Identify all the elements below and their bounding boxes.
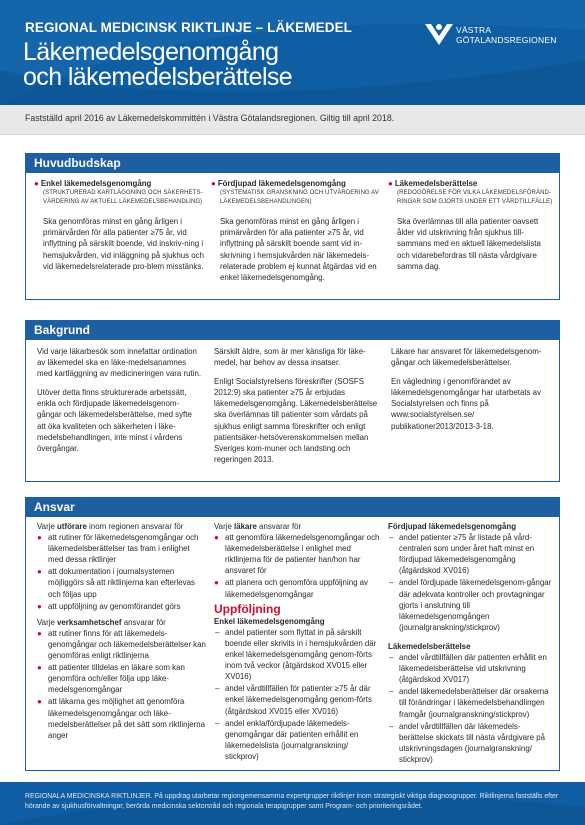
key-message-fordjupad	[211, 178, 381, 283]
key-message-body: Ska genomföras minst en gång årligen i primärvården för alla patienter ≥75 år, vid inflyttning på särskilt boende, vid inskriv-ning i hemsjukvården, vid inläggning på sjukhus och vid läkemedelsrelaterade pro-blem misstänks.	[43, 217, 204, 271]
key-message-body: Ska genomföras minst en gång årligen i primärvården för alla patienter ≥75 år, vid inflyttning på särskilt boende samt vid in-skrivning i hemsjukvården när läkemedels-relaterade problem ej kunnat åtgärdas vid en enkel läkemedelsgenomgång.	[220, 217, 377, 282]
list-item: ● att genomföra läkemedelsgenomgångar och läkemedelsberättelse i enlighet med riktlinjerna för de patienter han/hon har ansvaret för	[214, 533, 380, 576]
list-item: ● att uppföljning av genomförandet görs	[37, 601, 181, 611]
responsibility-intro: Varje utförare inom regionen ansvarar för	[37, 522, 184, 531]
responsibility-intro: Varje läkare ansvarar för	[214, 522, 302, 531]
background-column-1	[37, 346, 202, 462]
bullet-icon: ●	[388, 179, 393, 188]
list-item: – andel vårdtillfällen för patienter ≥75 år där enkel läkemedelsgenomgång genom-förts (åtgärdskod XV015 eller XV016)	[215, 684, 372, 716]
key-message-heading: ● Läkemedelsberättelse	[388, 179, 478, 188]
list-item: – andel enkla/fördjupade läkemedels-genomgångar där patienten erhållit en läkemedelslista (journalgranskning/ stickprov)	[215, 718, 359, 761]
list-item: ● att planera och genomföra uppföljning av läkemedelsgenomgångar	[214, 578, 369, 599]
dash-icon: –	[215, 627, 220, 637]
key-message-berattelse	[388, 178, 554, 272]
bullet-icon: ●	[37, 533, 42, 543]
key-message-sub: (STRUKTURERAD KARTLÄGGNING OCH SÄKERHETS-VÄRDERING AV AKTUELL LÄKEMEDELSBEHANDLING)	[43, 190, 203, 205]
bullet-icon: ●	[37, 601, 42, 611]
bullet-icon: ●	[37, 697, 42, 707]
section-bakgrund	[25, 320, 560, 482]
paragraph: Enligt Socialstyrelsens föreskrifter (SOSFS 2012:9) ska patienter ≥75 år erbjudas läkemedelsgenomgång. Läkemedelsberättelse ska överlämnas till patienter som vårdats på sjukhus enligt samma föreskrifter och enligt patientsäker-hetsöverenskommelsen mellan Sveriges kom-muner och landsting och regeringen 2013.	[214, 377, 378, 464]
list-item: ● att dokumentation i journalsystemen möjliggörs så att riktlinjerna kan efterlevas och följas upp	[37, 567, 195, 599]
bullet-icon: ●	[37, 628, 42, 638]
section-huvudbudskap	[25, 153, 560, 300]
followup-list	[214, 627, 382, 762]
paragraph: Utöver detta finns strukturerade arbetssätt, enkla och fördjupade läkemedelsgenom-gångar och läkemedelsberättelse, med syfte att öka kvaliteten och säkerheten i läke-medelsbehandlingen, inte minst i vårdens övergångar.	[37, 388, 192, 453]
paragraph: Vid varje läkarbesök som innefattar ordination av läkemedel ska en läke-medelsanamnes med kartläggning av medicineringen vara rutin.	[37, 347, 202, 379]
dash-icon: –	[389, 687, 394, 697]
list-item: ● att patienter tilldelas en läkare som kan genomföra och/eller följa upp läke-medelsgenomgångar	[37, 663, 185, 695]
responsibility-list	[37, 628, 207, 741]
bullet-icon: ●	[211, 179, 216, 188]
list-item: – andel vårdtillfällen där patienten erhållit en läkemedelsberättelse vid utskrivning (åtgärdskod XV017)	[389, 653, 547, 685]
key-message-heading: ● Fördjupad läkemedelsgenomgång	[211, 179, 346, 188]
responsibility-column-3	[388, 521, 554, 766]
responsibility-intro: Varje verksamhetschef ansvarar för	[37, 617, 166, 627]
logo-text-line2: GÖTALANDSREGIONEN	[456, 35, 557, 45]
section-title: Ansvar	[26, 498, 559, 517]
key-message-heading: ● Enkel läkemedelsgenomgång	[34, 179, 152, 188]
vgr-logo	[424, 21, 574, 61]
background-column-3	[391, 346, 554, 440]
dash-icon: –	[389, 578, 394, 588]
key-message-enkel	[34, 178, 204, 272]
bullet-icon: ●	[34, 179, 39, 188]
validity-bar	[0, 105, 585, 135]
validity-text: Fastställd april 2016 av Läkemedelskommittén i Västra Götalandsregionen. Giltig till april 2018.	[25, 113, 395, 123]
bullet-icon: ●	[214, 578, 219, 588]
list-item: – andel vårdtillfällen där läkemedels-berättelse skickats till nästa vårdgivare på utskrivningsdagen (journalgranskning/ stickprov)	[389, 721, 546, 764]
vgr-logo-icon	[424, 21, 454, 47]
paragraph: En vägledning i genomförandet av läkemedelsgenomgångar har utarbetats av Socialstyrelsen och finns på www.socialstyrelsen.se/ publikationer2013/2013-3-18.	[391, 377, 542, 431]
header-banner	[0, 0, 585, 105]
list-item: – andel patienter som flyttat in på särskilt boende eller skrivits in i hemsjukvården där enkel läkemedelsgenomgång genom-förts inom två veckor (åtgärdskod XV015 eller XV016)	[215, 627, 377, 682]
dash-icon: –	[389, 653, 394, 663]
list-item: ● att läkarna ges möjlighet att genomföra läkemedelsgenomgångar och läke-medelsberättelser på det sätt som riktlinjerna anger	[37, 697, 206, 740]
followup-list	[388, 532, 554, 633]
section-ansvar	[25, 497, 560, 771]
followup-subheading: Fördjupad läkemedelsgenomgång	[388, 522, 517, 531]
list-item: – andel patienter ≥75 år listade på vård-centralen som under året haft minst en fördjupad läkemedelsgenomgång (åtgärdskod XV016)	[389, 533, 535, 576]
followup-subheading: Läkemedelsberättelse	[388, 641, 471, 651]
page-title-line2: och läkemedelsberättelse	[23, 63, 293, 91]
list-item: – andel fördjupade läkemedelsgenom-gångar där adekvata kontroller och provtagningar gjorts i anslutning till läkemedelsgenomgången (journalgranskning/stickprov)	[389, 578, 552, 632]
paragraph: Särskilt äldre, som är mer känsliga för läke-medel, har behov av dessa insatser.	[214, 347, 366, 368]
logo-text-line1: VÄSTRA	[456, 25, 492, 35]
list-item: ● att rutiner för läkemedelsgenomgångar och läkemedelsberättelser tas fram i enlighet med dessa riktlinjer	[37, 533, 199, 565]
paragraph: Läkare har ansvaret för läkemedelsgenom-gångar och läkemedelsberättelser.	[391, 347, 542, 368]
background-column-2	[214, 346, 379, 473]
bullet-icon: ●	[214, 533, 219, 543]
section-title: Huvudbudskap	[26, 154, 559, 173]
dash-icon: –	[389, 533, 394, 543]
key-message-sub: (SYSTEMATISK GRANSKNING OCH UTVÄRDERING AV LÄKEMEDELSBEHANDLINGEN)	[220, 190, 379, 205]
dash-icon: –	[215, 718, 220, 728]
responsibility-list	[37, 532, 207, 612]
page-title-line1: Läkemedelsgenomgång	[23, 38, 279, 66]
key-message-body: Ska överlämnas till alla patienter oavsett ålder vid utskrivning från sjukhus till-sammans med en aktuell läkemedelslista och vidarebefordras till nästa vårdgivare samma dag.	[397, 217, 541, 271]
followup-list	[388, 652, 554, 765]
responsibility-column-2	[214, 521, 382, 763]
list-item: ● att rutiner finns för att läkemedels-genomgångar och läkemedelsberättelser kan genomföras enligt riktlinjerna	[37, 628, 206, 661]
bullet-icon: ●	[37, 567, 42, 577]
responsibility-list	[214, 532, 382, 600]
responsibility-column-1	[37, 521, 207, 742]
section-title: Bakgrund	[26, 321, 559, 340]
footer-text: REGIONALA MEDICINSKA RIKTLINJER. På uppdrag utarbetar regiongemensamma expertgrupper riktlinjer inom strategiskt viktiga diagnosgrupper. Riktlinjerna fastställs efter hörande av sjukhusförvaltningar, berörda medicinska sektorsråd och regionala terapigrupper samt Program- och prioriteringsrådet.	[25, 793, 559, 810]
followup-heading: Uppföljning	[214, 601, 281, 616]
followup-subheading: Enkel läkemedelsgenomgång	[214, 616, 325, 626]
dash-icon: –	[215, 684, 220, 694]
footer-banner	[0, 782, 585, 825]
key-message-sub: (REDOGÖRELSE FÖR VILKA LÄKEMEDELSFÖRÄND-RINGAR SOM GJORTS UNDER ETT VÅRDTILLFÄLLE)	[397, 190, 553, 205]
dash-icon: –	[389, 721, 394, 731]
guideline-kicker: REGIONAL MEDICINSK RIKTLINJE – LÄKEMEDEL	[25, 20, 353, 35]
list-item: – andel läkemedelsberättelser där orsakerna till förändringar i läkemedelsbehandlingen framgår (journalgranskning/stickprov)	[389, 687, 549, 719]
bullet-icon: ●	[37, 663, 42, 673]
